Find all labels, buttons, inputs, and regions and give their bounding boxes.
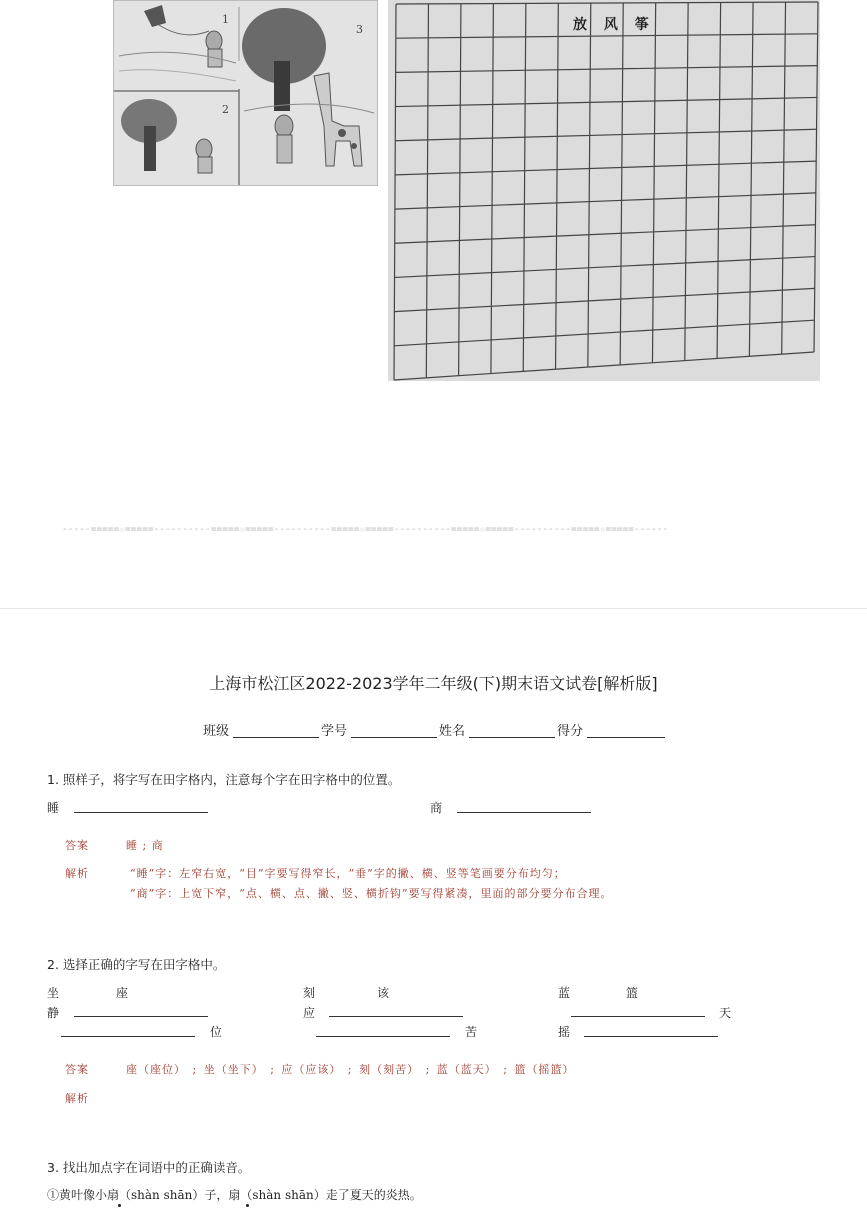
emphasis-dot-1 [118, 1204, 121, 1207]
grid-column-line [523, 3, 526, 371]
q2-prompt: 2. 选择正确的字写在田字格中。 [47, 957, 226, 972]
number-field[interactable] [351, 737, 437, 738]
q1-prompt: 1. 照样子，将字写在田字格内，注意每个字在田字格中的位置。 [47, 772, 401, 787]
q3-prompt: 3. 找出加点字在词语中的正确读音。 [47, 1160, 251, 1175]
q1-answer-label: 答案 [65, 839, 89, 852]
q2-char-gai: 该 [377, 986, 390, 1000]
q3-line-1: ①黄叶像小扇（shàn shān）子，扇（shàn shān）走了夏天的炎热。 [47, 1188, 422, 1202]
q2-blank-2[interactable] [329, 1016, 463, 1017]
q2-blank-3[interactable] [571, 1016, 705, 1017]
grid-column-line [588, 3, 591, 367]
grid-row-line [394, 352, 814, 380]
grid-row-line [395, 225, 816, 244]
emphasis-dot-2 [246, 1204, 249, 1207]
q1-answer: 睡 ; 商 [126, 839, 164, 852]
grid-row-line [396, 2, 818, 4]
q2-char-lan2: 篮 [626, 986, 639, 1000]
picture-label-3: 3 [356, 23, 363, 36]
grid-row-line [394, 320, 814, 346]
doc-title: 上海市松江区2022-2023学年二年级(下)期末语文试卷[解析版] [209, 674, 658, 693]
q2-blank-5[interactable] [316, 1036, 450, 1037]
grid-column-line [556, 3, 559, 369]
writing-grid [388, 0, 820, 381]
picture-label-1: 1 [222, 13, 229, 26]
score-label: 得分 [557, 724, 584, 739]
grid-row-line [395, 257, 816, 278]
q2-analysis-label: 解析 [65, 1092, 89, 1105]
number-label: 学号 [321, 724, 348, 739]
q1-blank-2[interactable] [457, 812, 591, 813]
grid-row-line [396, 34, 818, 38]
panel-3-giraffe-scene [242, 8, 374, 166]
grid-row-line [396, 66, 818, 73]
q1-analysis-line-1: “睡”字：左窄右宽，“目”字要写得窄长，“垂”字的撇、横、竖等笔画要分布均匀； [130, 867, 566, 880]
grid-column-line [685, 3, 688, 361]
grid-row-line [395, 97, 816, 106]
grid-row-line [395, 129, 816, 140]
grid-row-line [395, 193, 816, 209]
q1-analysis-label: 解析 [65, 867, 89, 880]
q2-char-zuo: 坐 [47, 986, 60, 1000]
q2-char-zuo2: 座 [116, 986, 129, 1000]
info-row [203, 720, 683, 740]
panel-1-kite-scene [119, 5, 236, 81]
grid-title: 放 风 筝 [573, 17, 655, 33]
q1-analysis-line-2: “商”字：上宽下窄，“点、横、点、撇、竖、横折钩”要写得紧凑，里面的部分要分布合理。 [130, 887, 613, 900]
grid-column-line [394, 4, 396, 380]
score-field[interactable] [587, 737, 665, 738]
section-divider: -----=====☆=====----------=====☆=====----------=====☆=====----------=====☆=====----------=====☆=====------ [62, 524, 669, 535]
q2-blank-4[interactable] [61, 1036, 195, 1037]
grid-row-line [395, 161, 816, 175]
grid-column-line [782, 2, 786, 354]
picture-panel [113, 0, 378, 186]
panel-2-tree-scene [121, 99, 212, 173]
picture-label-2: 2 [222, 103, 229, 116]
name-field[interactable] [469, 737, 555, 738]
q2-blank-6[interactable] [584, 1036, 718, 1037]
q2-char-lan: 蓝 [558, 986, 571, 1000]
q2-char-tian: 天 [719, 1006, 732, 1020]
grid-column-line [620, 3, 623, 365]
q2-char-yao: 摇 [558, 1025, 571, 1039]
writing-grid-panel [388, 0, 820, 381]
q1-char-2: 商 [430, 801, 443, 815]
q2-char-ku: 苦 [465, 1025, 478, 1039]
class-field[interactable] [233, 737, 319, 738]
story-pictures [114, 1, 377, 185]
page-break [0, 608, 867, 609]
class-label: 班级 [203, 724, 230, 739]
grid-column-line [652, 3, 655, 363]
q2-char-ke: 刻 [303, 986, 316, 1000]
grid-row-line [394, 288, 814, 311]
q1-char-1: 睡 [47, 801, 60, 815]
q2-char-wei: 位 [210, 1025, 223, 1039]
grid-column-line [459, 4, 461, 376]
q2-answer: 座（座位） ; 坐（坐下） ; 应（应该） ; 刻（刻苦） ; 蓝（蓝天） ; 篮（摇篮） [126, 1063, 575, 1076]
q2-blank-1[interactable] [74, 1016, 208, 1017]
grid-column-line [491, 4, 493, 374]
name-label: 姓名 [439, 724, 466, 739]
grid-column-line [814, 2, 818, 352]
grid-column-line [426, 4, 428, 378]
q2-answer-label: 答案 [65, 1063, 89, 1076]
q1-blank-1[interactable] [74, 812, 208, 813]
q2-char-jing: 静 [47, 1006, 60, 1020]
grid-column-line [749, 2, 753, 356]
grid-column-line [717, 2, 721, 358]
q2-char-ying: 应 [303, 1006, 316, 1020]
